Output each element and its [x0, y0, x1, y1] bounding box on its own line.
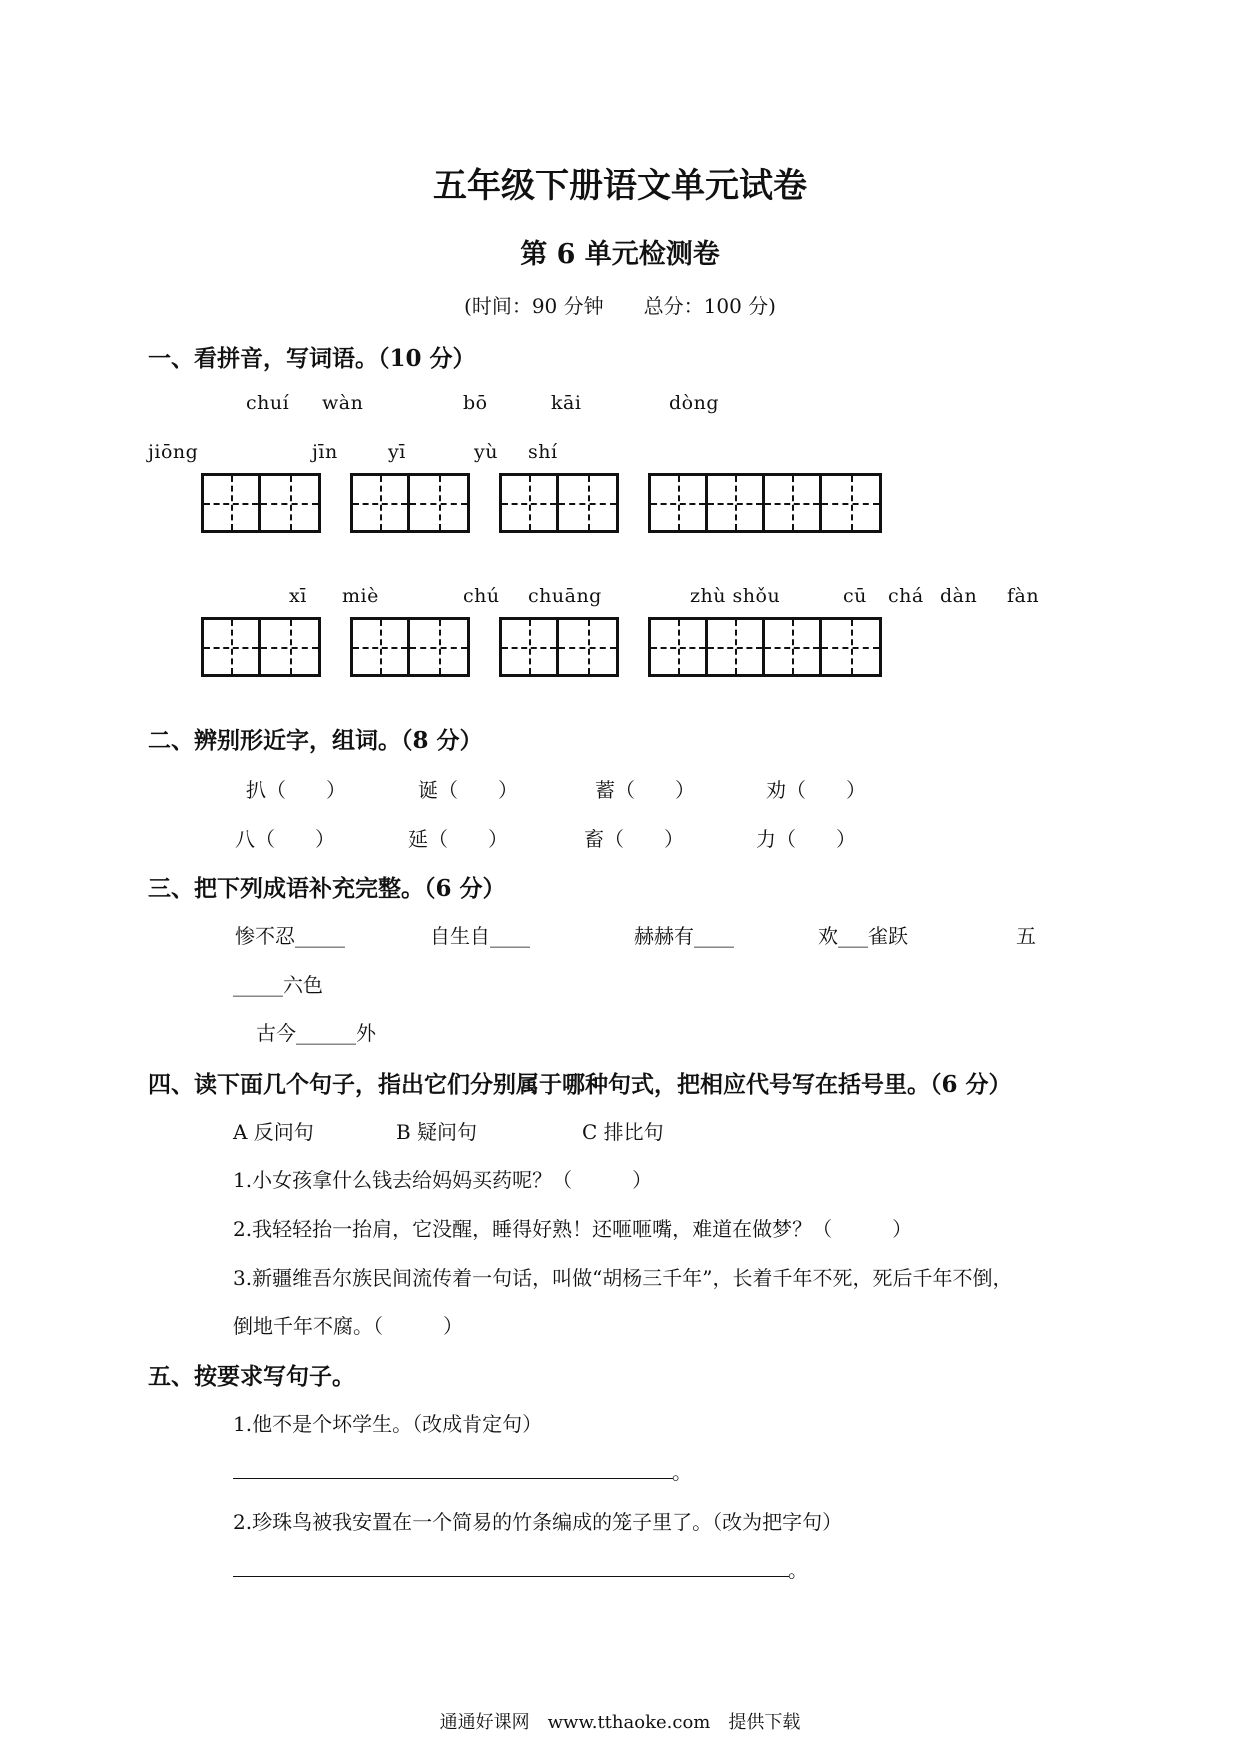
writing-grid[interactable]: [350, 617, 470, 677]
pinyin: miè: [342, 585, 379, 607]
pinyin: xī: [289, 585, 307, 607]
section-1-heading: 一、看拼音，写词语。（10 分）: [148, 345, 476, 372]
footer-credit: 通通好课网 www.tthaoke.com 提供下载: [439, 1712, 801, 1733]
writing-grid[interactable]: [648, 617, 882, 677]
sentence-task-1: 1.他不是个坏学生。（改成肯定句）: [233, 1412, 543, 1436]
pinyin: wàn: [322, 392, 364, 414]
writing-grid[interactable]: [499, 473, 619, 533]
answer-line[interactable]: [233, 1478, 673, 1479]
pinyin: shí: [528, 441, 558, 463]
idiom-item: 自生自____: [430, 924, 530, 948]
char-pair-item: 八（ ）: [235, 827, 335, 851]
pinyin: kāi: [551, 392, 582, 414]
idiom-item: _____六色: [233, 973, 323, 997]
pinyin: zhù shǒu: [690, 585, 781, 607]
idiom-item: 五: [1016, 924, 1036, 948]
pinyin: dàn: [940, 585, 978, 607]
pinyin: cū: [843, 585, 867, 607]
char-pair-item: 蓄（ ）: [595, 778, 695, 802]
char-pair-item: 劝（ ）: [766, 778, 866, 802]
option-b: B 疑问句: [396, 1120, 478, 1144]
char-pair-item: 延（ ）: [408, 827, 508, 851]
writing-grid[interactable]: [201, 617, 321, 677]
question-2: 2.我轻轻抬一抬肩，它没醒，睡得好熟！还咂咂嘴，难道在做梦？（ ）: [233, 1217, 913, 1241]
pinyin: dòng: [669, 392, 720, 414]
pinyin: fàn: [1007, 585, 1040, 607]
char-pair-item: 扒（ ）: [246, 778, 346, 802]
char-pair-item: 畜（ ）: [584, 827, 684, 851]
time-score-info: (时间：90 分钟 总分：100 分): [464, 294, 776, 318]
section-2-heading: 二、辨别形近字，组词。（8 分）: [148, 727, 483, 754]
section-4-heading: 四、读下面几个句子，指出它们分别属于哪种句式，把相应代号写在括号里。（6 分）: [148, 1071, 1012, 1098]
idiom-item: 古今______外: [256, 1021, 376, 1045]
option-a: A 反问句: [233, 1120, 314, 1144]
char-pair-item: 力（ ）: [756, 827, 856, 851]
writing-grid[interactable]: [648, 473, 882, 533]
pinyin: chuāng: [528, 585, 602, 607]
page-title: 五年级下册语文单元试卷: [433, 166, 807, 206]
pinyin: jīn: [312, 441, 338, 463]
section-5-heading: 五、按要求写句子。: [148, 1363, 355, 1390]
answer-period: 。: [788, 1558, 808, 1582]
pinyin: yù: [474, 441, 498, 463]
writing-grid[interactable]: [350, 473, 470, 533]
answer-period: 。: [672, 1460, 692, 1484]
writing-grid[interactable]: [201, 473, 321, 533]
char-pair-item: 诞（ ）: [418, 778, 518, 802]
pinyin: yī: [388, 441, 406, 463]
question-3-continued: 倒地千年不腐。（ ）: [233, 1314, 463, 1338]
answer-line[interactable]: [233, 1576, 789, 1577]
pinyin: bō: [463, 392, 488, 414]
pinyin: jiōng: [148, 441, 199, 463]
pinyin: chá: [888, 585, 924, 607]
writing-grid[interactable]: [499, 617, 619, 677]
idiom-item: 惨不忍_____: [235, 924, 345, 948]
idiom-item: 赫赫有____: [634, 924, 734, 948]
pinyin: chuí: [246, 392, 290, 414]
question-1: 1.小女孩拿什么钱去给妈妈买药呢？（ ）: [233, 1168, 653, 1192]
question-3: 3.新疆维吾尔族民间流传着一句话，叫做“胡杨三千年”，长着千年不死，死后千年不倒，: [233, 1266, 1013, 1290]
idiom-item: 欢___雀跃: [818, 924, 908, 948]
section-3-heading: 三、把下列成语补充完整。（6 分）: [148, 875, 506, 902]
pinyin: chú: [463, 585, 500, 607]
option-c: C 排比句: [582, 1120, 664, 1144]
page-subtitle: 第 6 单元检测卷: [520, 239, 720, 270]
sentence-task-2: 2.珍珠鸟被我安置在一个简易的竹条编成的笼子里了。（改为把字句）: [233, 1510, 843, 1534]
